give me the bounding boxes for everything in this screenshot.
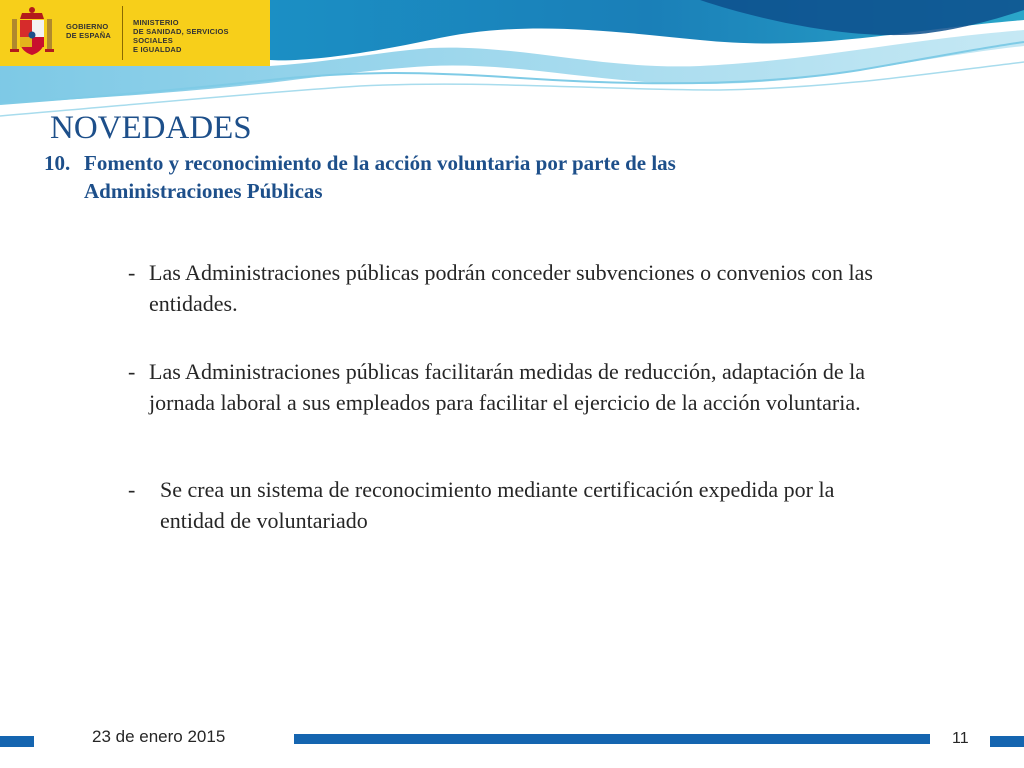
bullet-dash: - — [128, 477, 136, 502]
footer-bar — [294, 734, 930, 744]
footer-date: 23 de enero 2015 — [92, 727, 226, 746]
section-number: 10. — [44, 151, 71, 175]
bullet-item — [128, 257, 888, 319]
bullet-item — [128, 474, 888, 536]
logo-ministry-line-3: E IGUALDAD — [133, 45, 182, 54]
section-heading-line-2: Administraciones Públicas — [84, 179, 323, 203]
government-logo-text — [66, 22, 118, 40]
bullet-item — [128, 356, 888, 418]
bullet-dash: - — [128, 359, 136, 384]
logo-gov-line-1: GOBIERNO — [66, 22, 109, 31]
logo-ministry-line-2: DE SANIDAD, SERVICIOS SOCIALES — [133, 27, 229, 45]
government-logo — [0, 0, 270, 66]
page-number: 11 — [952, 730, 969, 747]
footer-right-bar — [990, 736, 1024, 747]
bullet-text: Se crea un sistema de reconocimiento mediante certificación expedida por la entidad de voluntariado — [160, 477, 835, 533]
bullet-dash: - — [128, 260, 136, 285]
logo-gov-line-2: DE ESPAÑA — [66, 31, 112, 40]
spain-coat-of-arms-icon — [8, 5, 56, 61]
section-heading-line-1: Fomento y reconocimiento de la acción voluntaria por parte de las — [84, 151, 676, 175]
bullet-text: Las Administraciones públicas podrán conceder subvenciones o convenios con las entidades. — [149, 260, 873, 316]
bullet-text: Las Administraciones públicas facilitarán medidas de reducción, adaptación de la jornada laboral a sus empleados para facilitar el ejercicio de la acción voluntaria. — [149, 359, 865, 415]
ministry-logo-text — [133, 18, 265, 54]
footer-left-bar — [0, 736, 34, 747]
logo-divider — [122, 6, 123, 60]
section-heading — [44, 149, 904, 205]
logo-ministry-line-1: MINISTERIO — [133, 18, 179, 27]
slide-title: NOVEDADES — [50, 110, 252, 146]
